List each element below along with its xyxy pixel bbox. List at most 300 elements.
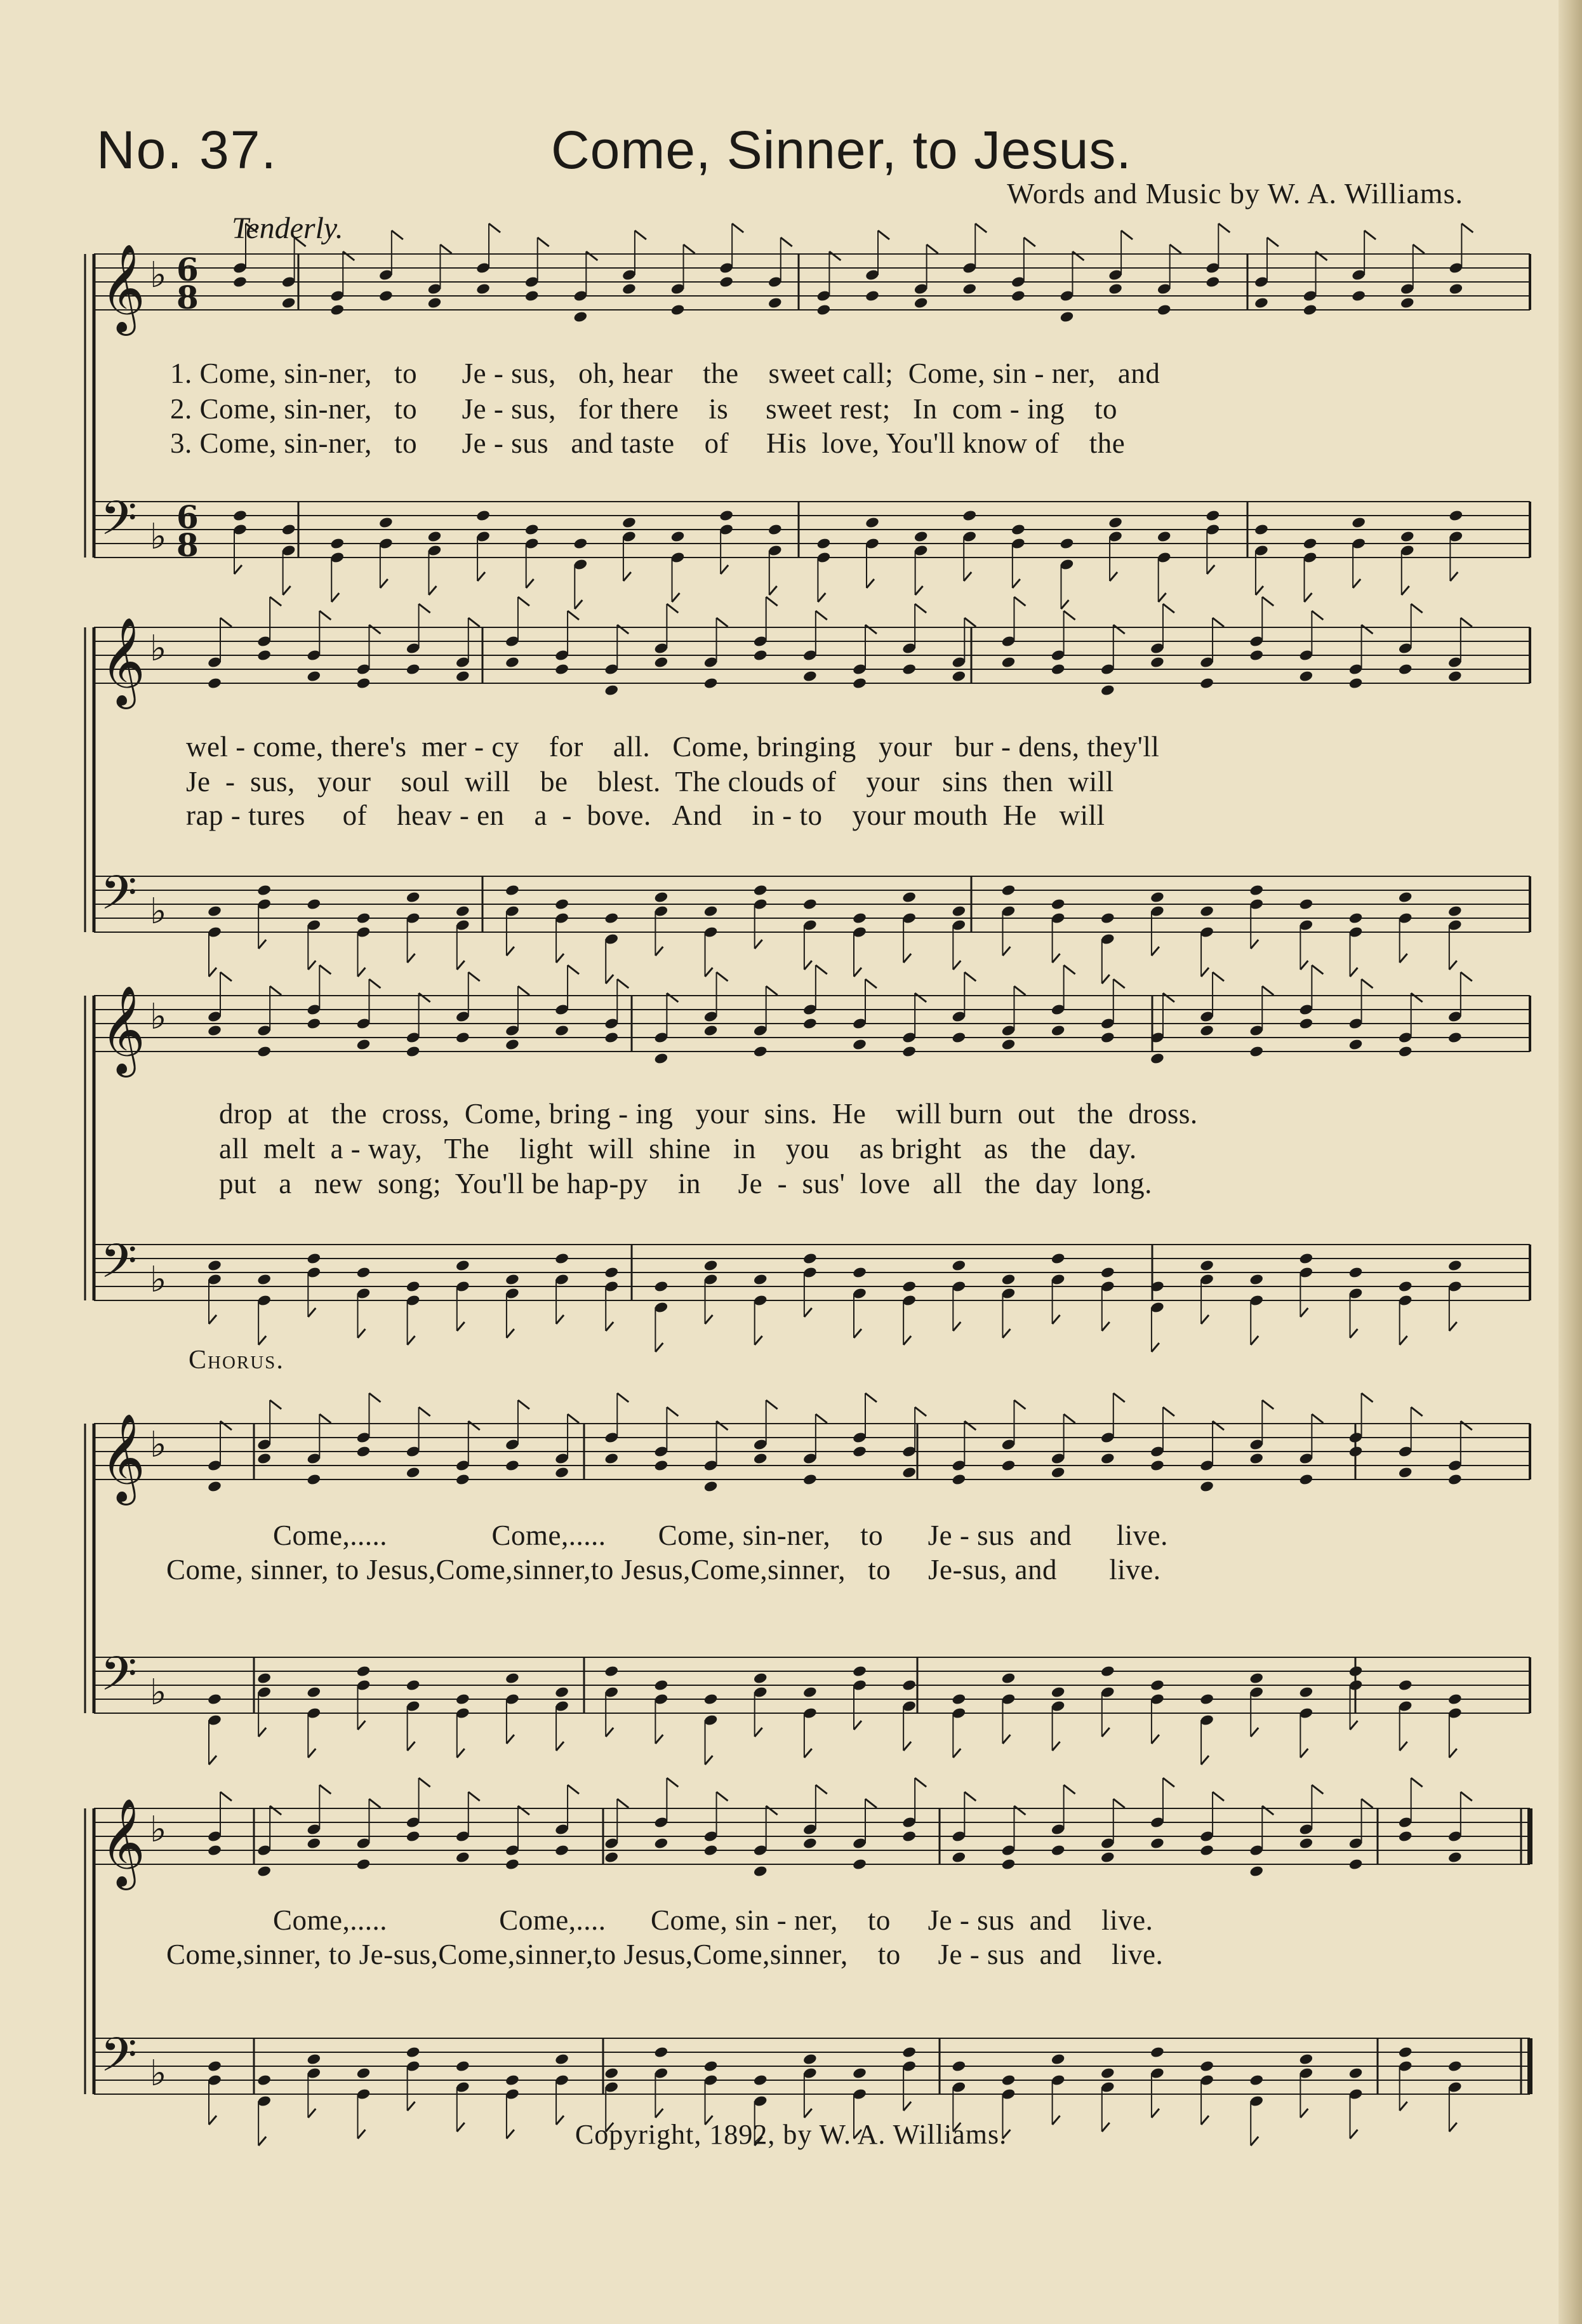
- note-head: [852, 1445, 867, 1458]
- note-head: [654, 1459, 669, 1472]
- note-head: [952, 2060, 967, 2073]
- note-flag: [1312, 1414, 1323, 1423]
- note-head: [1299, 1473, 1314, 1486]
- note-head: [455, 1031, 470, 1044]
- note-flag: [766, 1806, 778, 1815]
- note-flag: [1256, 586, 1263, 595]
- treble-clef-icon: 𝄞: [100, 985, 145, 1074]
- note-flag: [575, 600, 582, 609]
- note-head: [753, 884, 768, 897]
- note-flag: [234, 565, 242, 574]
- note-head: [356, 1445, 371, 1458]
- note-head: [1150, 1679, 1165, 1692]
- note-flag: [854, 1329, 861, 1338]
- note-flag: [408, 2102, 415, 2111]
- note-head: [207, 905, 222, 918]
- note-flag: [717, 618, 728, 627]
- note-head: [622, 516, 637, 529]
- note-head: [1299, 898, 1314, 911]
- note-flag: [1362, 979, 1373, 988]
- note-flag: [1350, 1329, 1358, 1338]
- note-head: [256, 884, 272, 897]
- note-head: [1060, 537, 1075, 550]
- note-head: [256, 1865, 272, 1878]
- note-flag: [1002, 947, 1010, 956]
- note-head: [1051, 1844, 1066, 1857]
- note-head: [753, 1045, 768, 1058]
- note-flag: [623, 572, 631, 581]
- note-head: [356, 1858, 371, 1871]
- note-head: [703, 1844, 719, 1857]
- note-head: [753, 1865, 768, 1878]
- note-head: [554, 1686, 569, 1699]
- copyright-notice: Copyright, 1892, by W. A. Williams.: [575, 2119, 1007, 2150]
- note-head: [554, 2053, 569, 2066]
- lyric-line-s2-v2: Je - sus, your soul will be blest. The clouds of your sins then will: [186, 766, 1114, 798]
- note-head: [703, 2060, 719, 2073]
- note-head: [1100, 1851, 1115, 1864]
- note-flag: [295, 237, 306, 246]
- note-head: [654, 1837, 669, 1850]
- note-head: [1398, 663, 1413, 676]
- note-head: [1199, 677, 1214, 690]
- chorus-lyric-s5-upper: Come,..... Come,.... Come, sin - ner, to Je - sus and live.: [273, 1904, 1153, 1936]
- note-head: [802, 898, 818, 911]
- note-head: [1249, 2074, 1264, 2087]
- note-flag: [1014, 1400, 1025, 1409]
- hymn-number: No. 37.: [96, 120, 277, 180]
- note-flag: [781, 237, 792, 246]
- note-flag: [1213, 1792, 1224, 1801]
- note-flag: [1251, 1728, 1258, 1737]
- note-head: [654, 891, 669, 904]
- note-head: [852, 1665, 867, 1678]
- note-flag: [408, 1336, 415, 1345]
- note-head: [1100, 1452, 1115, 1465]
- note-flag: [369, 1799, 380, 1808]
- note-head: [1150, 1837, 1165, 1850]
- bass-clef-icon: 𝄢: [100, 1646, 137, 1713]
- note-head: [256, 2074, 272, 2087]
- note-head: [1398, 1679, 1413, 1692]
- note-flag: [507, 1329, 514, 1338]
- note-head: [256, 1672, 272, 1685]
- note-head: [1001, 1273, 1016, 1286]
- hymn-title: Come, Sinner, to Jesus.: [551, 120, 1132, 180]
- note-head: [1051, 1686, 1066, 1699]
- note-flag: [518, 597, 529, 606]
- note-head: [1249, 1045, 1264, 1058]
- note-head: [329, 304, 345, 316]
- note-flag: [343, 251, 354, 260]
- note-flag: [538, 237, 549, 246]
- note-flag: [568, 965, 579, 974]
- note-flag: [457, 1749, 465, 1758]
- note-flag: [865, 979, 877, 988]
- note-flag: [258, 940, 266, 949]
- note-head: [1398, 1830, 1413, 1843]
- note-flag: [816, 1785, 827, 1794]
- note-head: [475, 283, 491, 295]
- note-head: [1150, 1052, 1165, 1065]
- note-flag: [804, 1308, 812, 1317]
- note-flag: [1300, 1749, 1308, 1758]
- lyric-line-s2-v1: wel - come, there's mer - cy for all. Come, bringing your bur - dens, they'll: [186, 731, 1160, 763]
- note-flag: [586, 251, 597, 260]
- flat-icon: ♭: [150, 2053, 167, 2094]
- note-flag: [469, 618, 480, 627]
- note-head: [604, 1031, 619, 1044]
- note-flag: [705, 1315, 713, 1324]
- note-flag: [903, 954, 911, 963]
- note-head: [1199, 2060, 1214, 2073]
- note-head: [604, 2067, 619, 2080]
- note-flag: [283, 586, 291, 595]
- note-flag: [1113, 1799, 1125, 1808]
- note-head: [654, 1052, 669, 1065]
- note-head: [554, 663, 569, 676]
- note-flag: [1053, 1315, 1060, 1324]
- note-flag: [804, 961, 812, 970]
- note-head: [1348, 677, 1364, 690]
- note-flag: [507, 1735, 514, 1744]
- note-flag: [816, 1414, 827, 1423]
- bass-clef-icon: 𝄢: [100, 1234, 137, 1300]
- note-flag: [1159, 593, 1166, 602]
- note-head: [406, 663, 421, 676]
- note-head: [1100, 1266, 1115, 1279]
- note-head: [1249, 1452, 1264, 1465]
- treble-clef-icon: 𝄞: [100, 1413, 145, 1502]
- note-head: [1199, 1024, 1214, 1037]
- note-flag: [721, 565, 728, 574]
- note-flag: [1201, 968, 1209, 977]
- note-flag: [1170, 244, 1181, 253]
- note-head: [455, 1473, 470, 1486]
- note-head: [505, 1459, 520, 1472]
- note-flag: [568, 1785, 579, 1794]
- note-head: [654, 1679, 669, 1692]
- note-head: [307, 1252, 322, 1265]
- note-head: [1051, 663, 1066, 676]
- note-head: [455, 1259, 470, 1272]
- lyric-line-s1-v1: 1. Come, sin-ner, to Je - sus, oh, hear the sweet call; Come, sin - ner, and: [170, 357, 1160, 389]
- note-flag: [617, 625, 628, 634]
- note-flag: [684, 244, 695, 253]
- note-head: [1051, 2053, 1066, 2066]
- note-flag: [556, 1742, 564, 1751]
- note-head: [1199, 1693, 1214, 1706]
- note-head: [1447, 1031, 1463, 1044]
- note-head: [865, 290, 880, 302]
- note-flag: [1152, 1343, 1159, 1352]
- chorus-label: Chorus.: [189, 1346, 284, 1375]
- note-head: [1011, 523, 1026, 536]
- bass-clef-icon: 𝄢: [100, 491, 137, 558]
- note-flag: [964, 972, 976, 981]
- note-flag: [1064, 611, 1075, 620]
- note-head: [356, 1038, 371, 1051]
- note-flag: [1300, 961, 1308, 970]
- note-head: [901, 1280, 917, 1293]
- note-head: [952, 905, 967, 918]
- note-head: [427, 297, 442, 309]
- note-head: [952, 1473, 967, 1486]
- note-flag: [865, 1799, 877, 1808]
- note-head: [1351, 290, 1366, 302]
- note-flag: [518, 1400, 529, 1409]
- note-head: [604, 912, 619, 925]
- note-head: [207, 1693, 222, 1706]
- chorus-lyric-s5-lower: Come,sinner, to Je-sus,Come,sinner,to Jesus,Come,sinner, to Je - sus and live.: [166, 1939, 1164, 1970]
- note-flag: [705, 968, 713, 977]
- note-head: [802, 1017, 818, 1030]
- note-flag: [1312, 1785, 1323, 1794]
- note-head: [1447, 905, 1463, 918]
- note-flag: [1411, 993, 1423, 1002]
- note-flag: [429, 586, 436, 595]
- note-flag: [1312, 611, 1323, 620]
- note-flag: [1014, 986, 1025, 995]
- note-flag: [755, 1336, 762, 1345]
- note-flag: [308, 1308, 316, 1317]
- treble-clef-icon: 𝄞: [100, 244, 145, 332]
- note-flag: [953, 1749, 960, 1758]
- note-flag: [209, 1756, 216, 1765]
- note-head: [406, 1830, 421, 1843]
- note-flag: [556, 1315, 564, 1324]
- note-head: [901, 663, 917, 676]
- note-head: [604, 684, 619, 697]
- note-head: [475, 509, 491, 522]
- note-head: [1254, 297, 1269, 309]
- note-flag: [1461, 1792, 1472, 1801]
- note-flag: [1113, 625, 1125, 634]
- note-head: [406, 2046, 421, 2059]
- flat-icon: ♭: [150, 996, 167, 1038]
- note-flag: [1213, 618, 1224, 627]
- note-flag: [915, 1407, 926, 1416]
- note-flag: [270, 597, 281, 606]
- note-flag: [392, 230, 403, 239]
- note-flag: [270, 986, 281, 995]
- note-head: [753, 2074, 768, 2087]
- note-head: [1001, 1459, 1016, 1472]
- note-head: [1299, 1252, 1314, 1265]
- note-head: [256, 1452, 272, 1465]
- note-flag: [964, 1421, 976, 1430]
- note-head: [1351, 516, 1366, 529]
- note-head: [703, 905, 719, 918]
- note-head: [1249, 649, 1264, 662]
- note-head: [852, 2067, 867, 2080]
- note-flag: [1300, 1308, 1308, 1317]
- note-head: [207, 1259, 222, 1272]
- note-flag: [408, 1742, 415, 1751]
- note-head: [1157, 530, 1172, 543]
- note-flag: [804, 2109, 812, 2118]
- note-flag: [308, 961, 316, 970]
- note-head: [455, 1851, 470, 1864]
- note-flag: [1218, 224, 1230, 232]
- note-flag: [331, 593, 339, 602]
- note-head: [768, 523, 783, 536]
- note-flag: [1014, 597, 1025, 606]
- note-head: [1100, 684, 1115, 697]
- note-flag: [964, 1792, 976, 1801]
- note-head: [901, 1045, 917, 1058]
- note-head: [703, 1693, 719, 1706]
- note-head: [1303, 304, 1318, 316]
- note-flag: [865, 1393, 877, 1402]
- note-flag: [419, 993, 430, 1002]
- note-head: [1060, 311, 1075, 323]
- note-head: [232, 276, 248, 288]
- note-head: [1001, 884, 1016, 897]
- note-head: [356, 1266, 371, 1279]
- note-head: [604, 1851, 619, 1864]
- note-head: [1303, 537, 1318, 550]
- note-head: [455, 670, 470, 683]
- tempo-marking: Tenderly.: [232, 211, 343, 245]
- note-flag: [1110, 572, 1117, 581]
- note-flag: [878, 230, 889, 239]
- note-head: [901, 1830, 917, 1843]
- note-flag: [1262, 1400, 1273, 1409]
- note-head: [1108, 283, 1123, 295]
- note-flag: [419, 604, 430, 613]
- time-signature-bottom: 8: [176, 279, 199, 316]
- note-head: [703, 1259, 719, 1272]
- note-flag: [766, 1400, 778, 1409]
- note-head: [719, 509, 734, 522]
- note-head: [1100, 912, 1115, 925]
- note-head: [1348, 912, 1364, 925]
- note-flag: [1362, 625, 1373, 634]
- note-flag: [1102, 1728, 1110, 1737]
- note-head: [670, 304, 686, 316]
- note-head: [604, 1266, 619, 1279]
- note-flag: [1207, 565, 1214, 574]
- note-flag: [1163, 604, 1174, 613]
- note-flag: [854, 968, 861, 977]
- note-flag: [1461, 972, 1472, 981]
- note-flag: [1002, 1329, 1010, 1338]
- note-head: [1206, 276, 1221, 288]
- note-flag: [816, 965, 827, 974]
- note-flag: [1400, 954, 1407, 963]
- note-head: [1299, 2053, 1314, 2066]
- note-flag: [1201, 1315, 1209, 1324]
- note-flag: [617, 1393, 628, 1402]
- note-flag: [518, 986, 529, 995]
- note-head: [802, 1837, 818, 1850]
- note-flag: [606, 975, 613, 984]
- note-flag: [1411, 1778, 1423, 1787]
- note-flag: [1450, 572, 1458, 581]
- note-flag: [1350, 968, 1358, 977]
- note-head: [573, 311, 588, 323]
- note-flag: [1411, 1407, 1423, 1416]
- note-head: [356, 912, 371, 925]
- note-flag: [617, 979, 628, 988]
- note-head: [1400, 297, 1415, 309]
- note-head: [901, 1466, 917, 1479]
- note-flag: [1163, 1778, 1174, 1787]
- note-flag: [477, 572, 485, 581]
- note-flag: [246, 224, 257, 232]
- note-flag: [732, 224, 743, 232]
- note-head: [307, 1686, 322, 1699]
- note-head: [654, 2046, 669, 2059]
- note-head: [207, 1844, 222, 1857]
- note-flag: [556, 954, 564, 963]
- note-flag: [865, 625, 877, 634]
- note-head: [573, 537, 588, 550]
- note-head: [816, 537, 832, 550]
- note-flag: [1353, 579, 1360, 588]
- note-flag: [369, 1393, 380, 1402]
- note-head: [406, 1679, 421, 1692]
- note-flag: [469, 1421, 480, 1430]
- note-head: [1254, 523, 1269, 536]
- note-head: [524, 290, 540, 302]
- note-flag: [1102, 975, 1110, 984]
- note-head: [1348, 1266, 1364, 1279]
- note-head: [1348, 1038, 1364, 1051]
- note-flag: [1201, 1756, 1209, 1765]
- bass-clef-icon: 𝄢: [100, 865, 137, 932]
- note-flag: [1121, 230, 1133, 239]
- note-flag: [1053, 954, 1060, 963]
- note-head: [901, 891, 917, 904]
- note-head: [952, 1693, 967, 1706]
- note-flag: [606, 1322, 613, 1331]
- note-flag: [766, 597, 778, 606]
- note-head: [1150, 2046, 1165, 2059]
- note-flag: [705, 1756, 713, 1765]
- note-head: [455, 905, 470, 918]
- note-flag: [1024, 237, 1035, 246]
- flat-icon: ♭: [150, 255, 167, 296]
- note-head: [852, 1266, 867, 1279]
- note-flag: [568, 1414, 579, 1423]
- note-head: [427, 530, 442, 543]
- note-flag: [357, 1721, 365, 1730]
- note-head: [1447, 1259, 1463, 1272]
- note-head: [356, 1665, 371, 1678]
- note-head: [307, 2053, 322, 2066]
- lyric-line-s3-v2: all melt a - way, The light will shine in you as bright as the day.: [219, 1133, 1137, 1165]
- note-flag: [308, 2109, 316, 2118]
- note-head: [406, 1280, 421, 1293]
- note-flag: [1300, 2109, 1308, 2118]
- note-head: [554, 1024, 569, 1037]
- note-head: [654, 656, 669, 669]
- note-head: [256, 1045, 272, 1058]
- note-head: [1001, 1038, 1016, 1051]
- note-head: [554, 1466, 569, 1479]
- note-head: [378, 516, 394, 529]
- note-flag: [270, 1806, 281, 1815]
- note-flag: [220, 972, 232, 981]
- note-flag: [319, 1414, 331, 1423]
- note-flag: [672, 593, 680, 602]
- note-flag: [964, 572, 971, 581]
- note-head: [901, 1679, 917, 1692]
- composer-credit: Words and Music by W. A. Williams.: [1007, 177, 1463, 210]
- flat-icon: ♭: [150, 1809, 167, 1850]
